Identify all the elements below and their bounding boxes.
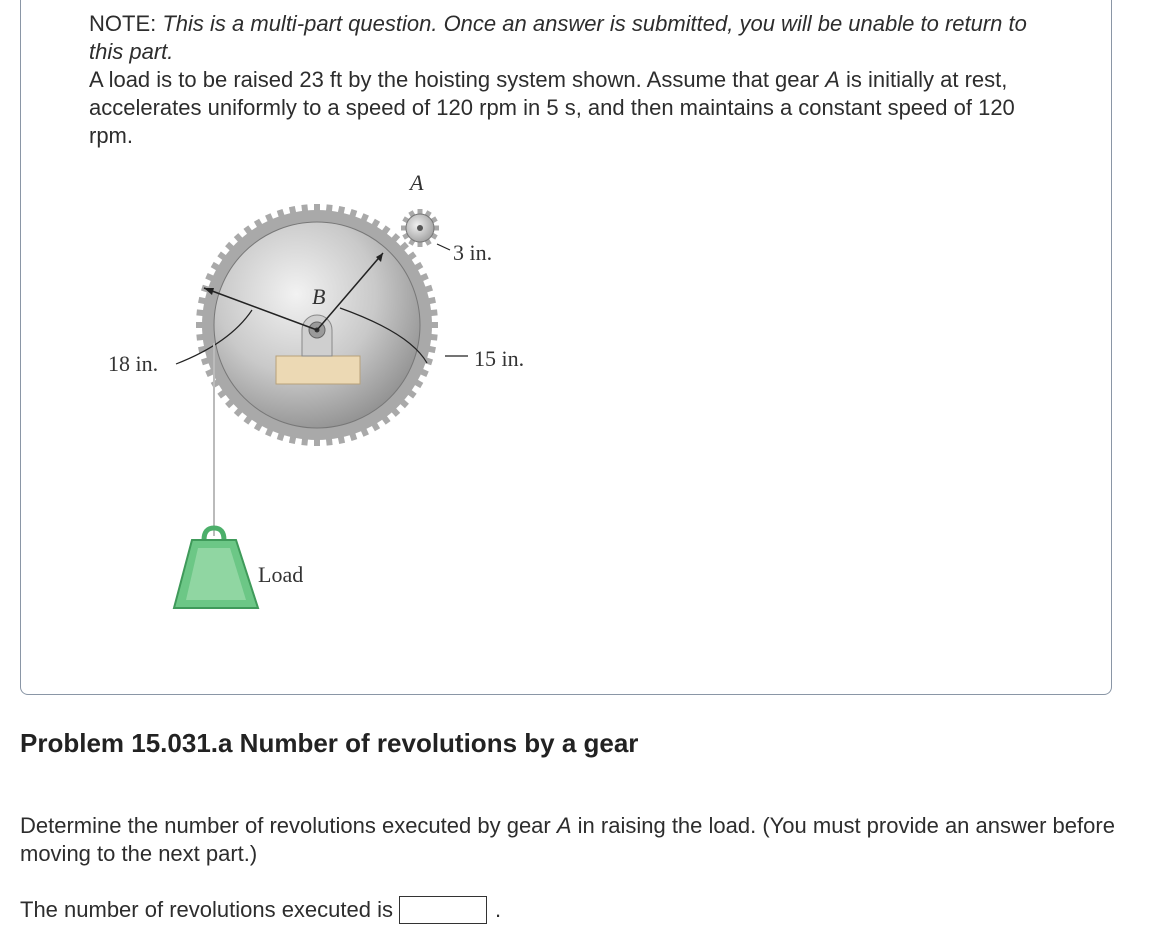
problem-statement: A load is to be raised 23 ft by the hoisting system shown. Assume that gear A is initially at rest, accelerates uniformly to a speed of 120 rpm in 5 s, and then maintains a constant speed of 120 rpm. [89, 67, 1015, 148]
label-gear-a: A [410, 170, 424, 195]
hoisting-system-diagram [100, 168, 560, 618]
support-base [276, 356, 360, 384]
problem-title: Problem 15.031.a Number of revolutions by a gear [20, 728, 639, 758]
label-18in: 18 in. [108, 351, 159, 376]
label-15in: 15 in. [474, 346, 525, 371]
leader-3in [437, 244, 450, 250]
question-text: Determine the number of revolutions executed by gear A in raising the load. (You must provide an answer before moving to the next part.) [20, 813, 1115, 866]
answer-label: The number of revolutions executed is [20, 897, 393, 922]
label-load: Load [258, 562, 304, 587]
answer-row [20, 896, 501, 924]
answer-suffix: . [494, 897, 502, 922]
hoisting-system-figure [100, 168, 560, 618]
label-gear-b: B [312, 284, 326, 309]
revolutions-answer-input[interactable] [399, 896, 487, 924]
gear-a-axle [417, 225, 423, 231]
multi-part-note: NOTE: This is a multi-part question. Once an answer is submitted, you will be unable to return to this part. [89, 11, 1027, 64]
problem-note [89, 10, 1049, 150]
label-3in: 3 in. [453, 240, 493, 265]
